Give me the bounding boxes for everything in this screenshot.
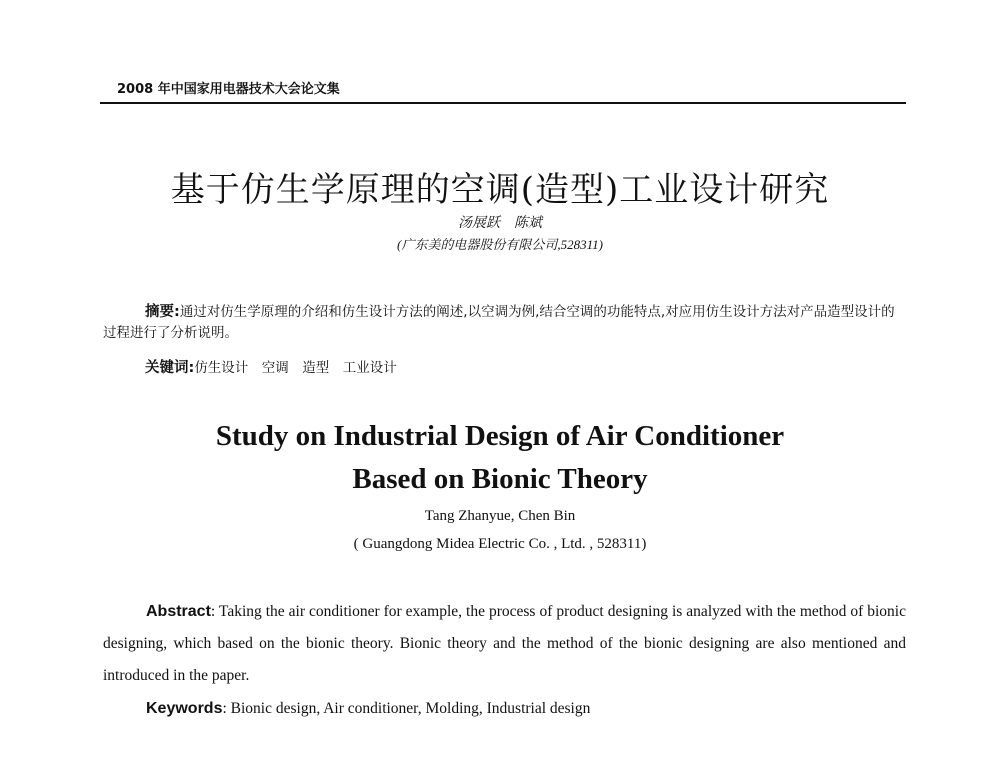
- english-title-line-1: Study on Industrial Design of Air Conditioner: [215, 420, 785, 452]
- english-abstract: [103, 596, 906, 692]
- header-rule: [100, 102, 906, 104]
- english-keywords: [103, 693, 949, 725]
- chinese-affiliation: (广东美的电器股份有限公司,528311): [397, 237, 603, 252]
- english-authors: Tang Zhanyue, Chen Bin: [424, 508, 576, 524]
- chinese-abstract-label: 摘要:: [145, 304, 180, 320]
- chinese-abstract: [103, 302, 906, 344]
- english-keywords-label: Keywords: [146, 700, 223, 717]
- chinese-keywords-label: 关键词:: [145, 360, 195, 376]
- chinese-authors: 汤展跃 陈斌: [458, 216, 542, 231]
- english-affiliation: ( Guangdong Midea Electric Co. , Ltd. , 528311): [353, 536, 647, 552]
- english-title-line-2: Based on Bionic Theory: [352, 463, 648, 495]
- running-head: 2008 年中国家用电器技术大会论文集: [117, 82, 340, 97]
- chinese-abstract-text: 通过对仿生学原理的介绍和仿生设计方法的阐述,以空调为例,结合空调的功能特点,对应用仿生设计方法对产品造型设计的过程进行了分析说明。: [103, 304, 895, 341]
- chinese-keywords-text: 仿生设计 空调 造型 工业设计: [194, 360, 397, 376]
- english-abstract-label: Abstract: [146, 603, 211, 620]
- english-abstract-text: : Taking the air conditioner for example, the process of product designing is analyzed with the method of bionic designing, which based on the bionic theory. Bionic theory and the method of the bionic designing are also mentioned and introduced in the paper.: [103, 603, 906, 684]
- chinese-keywords: [103, 358, 948, 379]
- chinese-title: 基于仿生学原理的空调(造型)工业设计研究: [170, 170, 830, 210]
- english-keywords-text: : Bionic design, Air conditioner, Molding, Industrial design: [222, 700, 591, 717]
